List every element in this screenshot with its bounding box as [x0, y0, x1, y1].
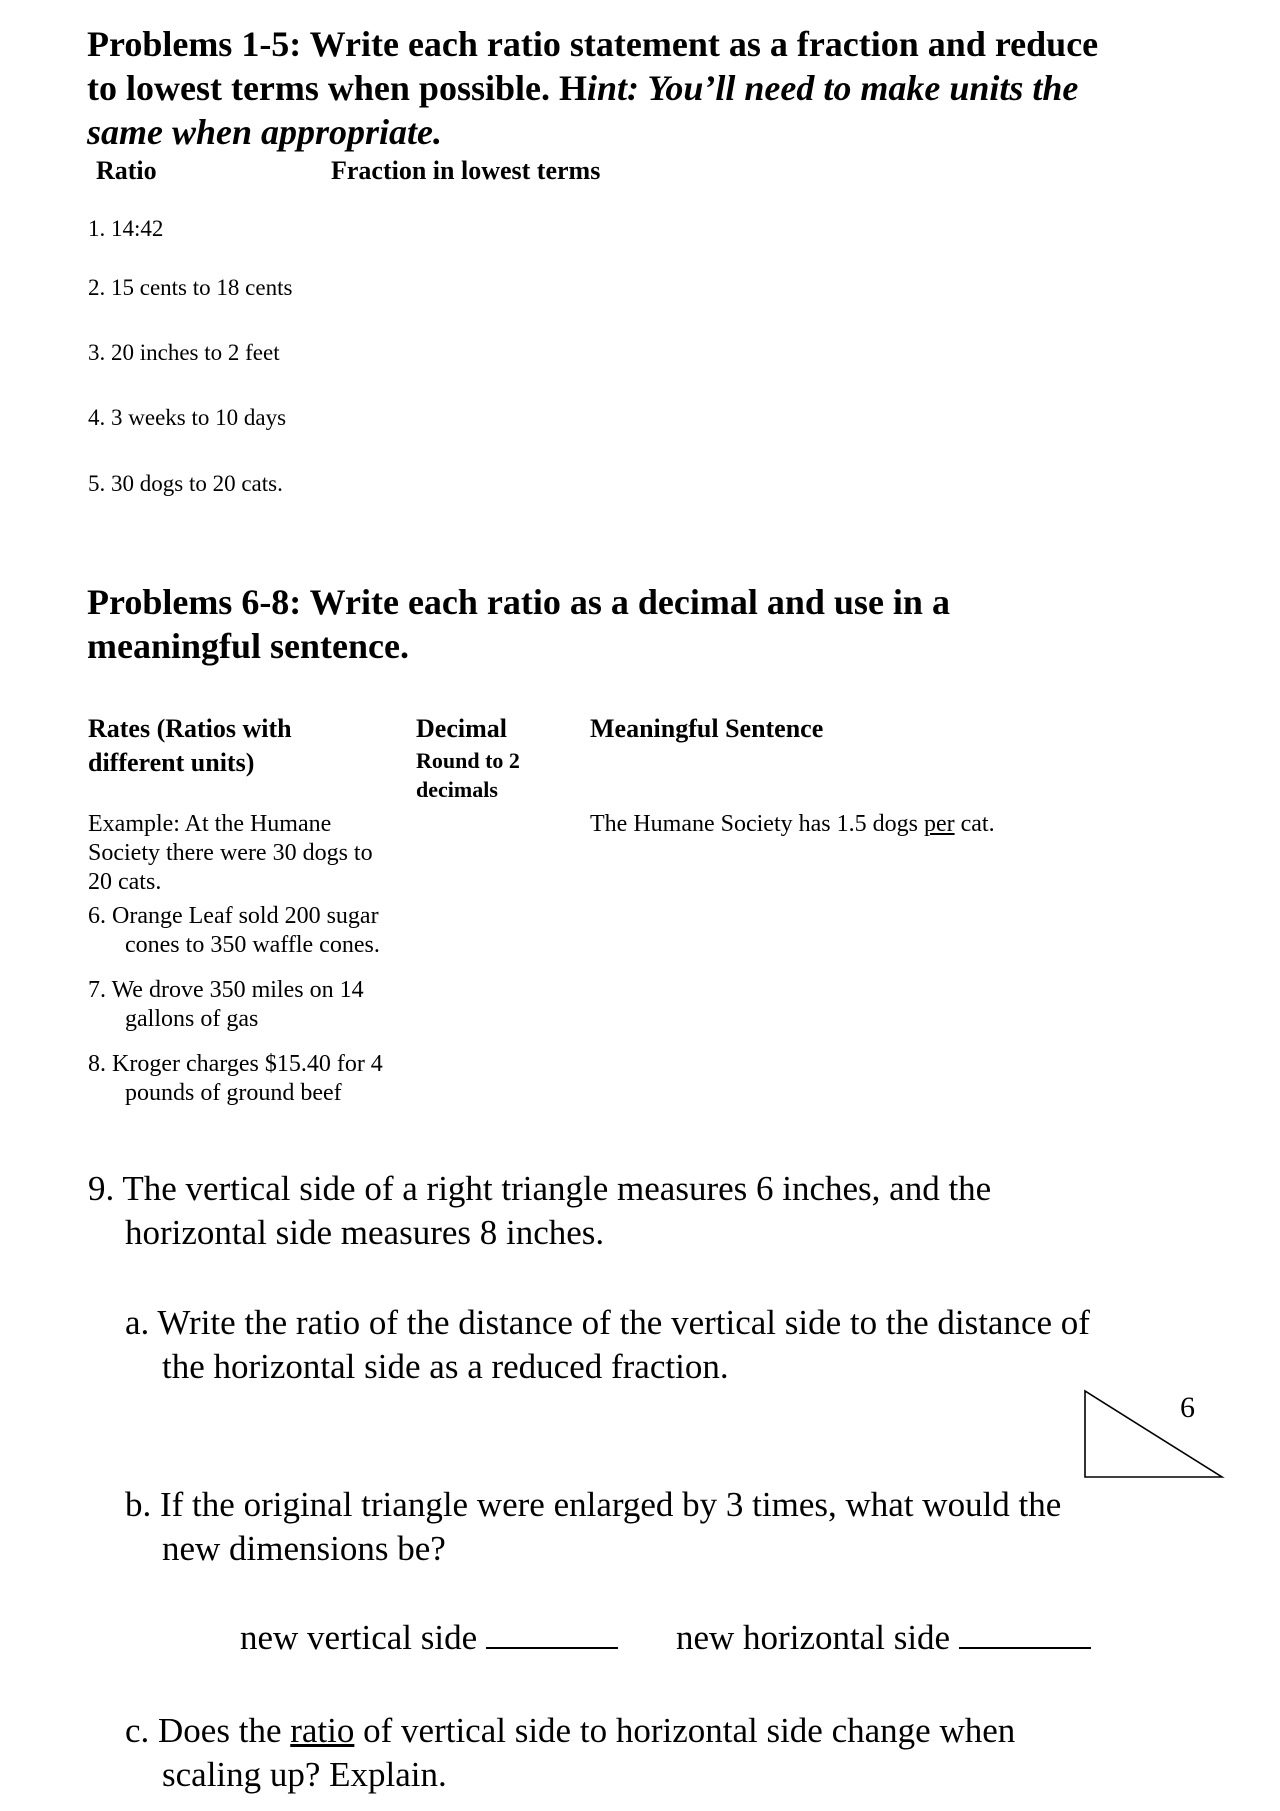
triangle-side-label: 6 [1180, 1391, 1195, 1424]
section1-heading-line1: Problems 1-5: Write each ratio statement as a fraction and reduce [87, 24, 1099, 64]
new-horizontal-side-line [676, 1616, 1091, 1660]
problem9-part-c-line1 [125, 1709, 1275, 1753]
col-decimal-header-line2: Round to 2 [416, 748, 520, 773]
section1-heading [87, 22, 1267, 154]
ratio-item-5: 5. 30 dogs to 20 cats. [88, 471, 283, 496]
ratio-item-1: 1. 14:42 [88, 216, 164, 241]
new-horizontal-side-blank[interactable] [959, 1617, 1091, 1649]
rate-item-8-line2: pounds of ground beef [125, 1080, 342, 1106]
col-rates-header-line1: Rates (Ratios with [88, 714, 292, 743]
problem9-stem [88, 1167, 1268, 1255]
section2-heading-line2: meaningful sentence. [87, 626, 409, 666]
ratio-item-4: 4. 3 weeks to 10 days [88, 405, 287, 430]
rate-item-8 [88, 1050, 383, 1108]
example-sentence-end: cat. [954, 811, 995, 837]
problem9-part-b [125, 1483, 1275, 1571]
rate-item-7 [88, 976, 364, 1034]
col-ratio-header: Ratio [96, 156, 157, 185]
problem9-part-c [125, 1709, 1275, 1797]
rate-item-7-line1: 7. We drove 350 miles on 14 [88, 977, 364, 1003]
section1-heading-line2 [87, 66, 1267, 110]
problem9-part-a-line2: the horizontal side as a reduced fraction. [162, 1347, 729, 1386]
example-sentence [590, 810, 995, 839]
problem9-stem-line2: horizontal side measures 8 inches. [125, 1213, 605, 1252]
example-rate [88, 810, 373, 897]
problem9-stem-line1: 9. The vertical side of a right triangle measures 6 inches, and the [88, 1169, 992, 1208]
rate-item-6 [88, 902, 380, 960]
problem9-part-a [125, 1301, 1275, 1389]
new-vertical-side-blank[interactable] [486, 1617, 618, 1649]
rate-item-6-line1: 6. Orange Leaf sold 200 sugar [88, 903, 379, 929]
new-vertical-side-line [240, 1616, 618, 1660]
problem9-part-a-line1: a. Write the ratio of the distance of the vertical side to the distance of [125, 1303, 1090, 1342]
right-triangle-diagram [1070, 1385, 1230, 1485]
col-decimal-header-line3: decimals [416, 777, 498, 802]
rate-item-8-line1: 8. Kroger charges $15.40 for 4 [88, 1051, 383, 1077]
section1-hint-text: int: You’ll need to make units the [586, 68, 1079, 108]
ratio-item-2: 2. 15 cents to 18 cents [88, 275, 293, 300]
ratio-item-3: 3. 20 inches to 2 feet [88, 340, 280, 365]
section2-heading [87, 580, 1267, 668]
example-rate-line2: Society there were 30 dogs to [88, 840, 373, 866]
col-fraction-header: Fraction in lowest terms [331, 156, 601, 185]
new-vertical-side-label: new vertical side [240, 1618, 478, 1657]
col-decimal-header-line1: Decimal [416, 714, 507, 743]
rate-item-6-line2: cones to 350 waffle cones. [125, 932, 380, 958]
section2-heading-line1: Problems 6-8: Write each ratio as a decimal and use in a [87, 582, 950, 622]
section1-heading-line2-start: to lowest terms when possible. H [87, 68, 587, 108]
part-c-ratio-word: ratio [290, 1711, 355, 1750]
problem9-part-b-line1: b. If the original triangle were enlarged by 3 times, what would the [125, 1485, 1062, 1524]
example-sentence-start: The Humane Society has 1.5 dogs [590, 811, 924, 837]
section1-heading-line3: same when appropriate. [87, 112, 443, 152]
problem9-part-b-line2: new dimensions be? [162, 1529, 446, 1568]
problem9-part-c-line2: scaling up? Explain. [162, 1755, 447, 1794]
triangle-shape [1085, 1391, 1222, 1477]
example-rate-line1: Example: At the Humane [88, 811, 332, 837]
rate-item-7-line2: gallons of gas [125, 1006, 259, 1032]
part-c-start: c. Does the [125, 1711, 291, 1750]
col-sentence-header: Meaningful Sentence [590, 714, 824, 743]
example-rate-line3: 20 cats. [88, 869, 162, 895]
col-decimal-header [416, 712, 520, 804]
example-sentence-per: per [923, 811, 955, 837]
part-c-end: of vertical side to horizontal side change when [354, 1711, 1016, 1750]
col-rates-header [88, 712, 292, 780]
new-horizontal-side-label: new horizontal side [676, 1618, 951, 1657]
col-rates-header-line2: different units) [88, 748, 255, 777]
